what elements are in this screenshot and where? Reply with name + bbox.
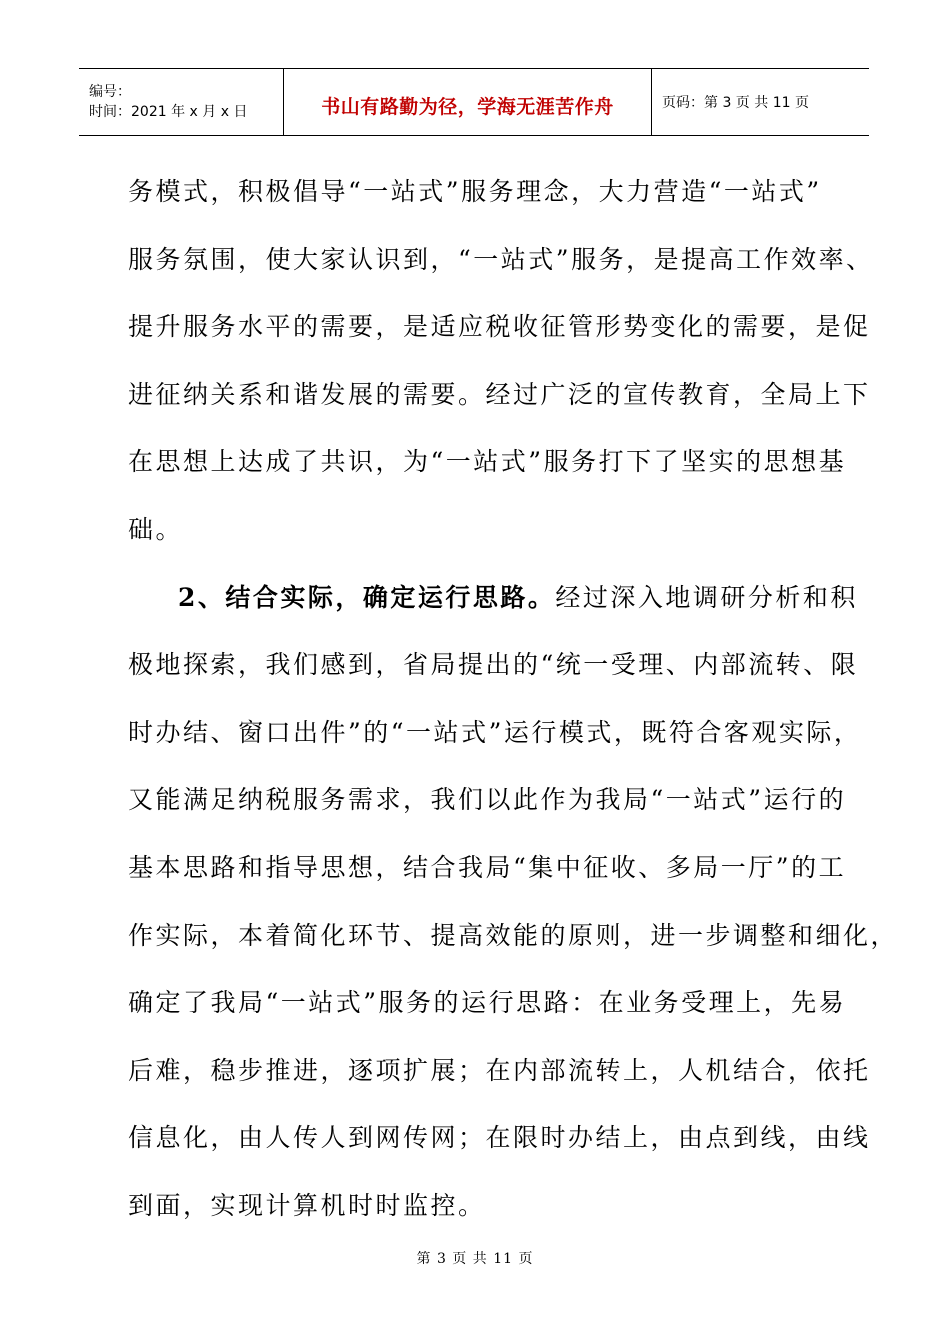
body-line: 后难，稳步推进，逐项扩展；在内部流转上，人机结合，依托 [128, 1055, 871, 1085]
header-page-cell [652, 69, 869, 135]
body-line: 到面，实现计算机时时监控。 [128, 1190, 486, 1220]
body-line: 础。 [128, 514, 184, 544]
body-line: 作实际，本着简化环节、提高效能的原则，进一步调整和细化， [128, 920, 899, 950]
header-meta [79, 69, 283, 135]
body-line: 服务氛围，使大家认识到，“一站式”服务，是提高工作效率、 [128, 244, 874, 274]
document-date: 时间：2021 年 x 月 x 日 [89, 104, 248, 120]
document-body [128, 158, 899, 1240]
body-line: 进征纳关系和谐发展的需要。经过广泛的宣传教育，全局上下 [128, 379, 871, 409]
body-line: 时办结、窗口出件”的“一站式”运行模式，既符合客观实际， [128, 717, 862, 747]
footer-page-number: 第 3 页 共 11 页 [416, 1251, 534, 1267]
header-page-info: 页码：第 3 页 共 11 页 [662, 95, 809, 111]
body-line: 极地探索，我们感到，省局提出的“统一受理、内部流转、限 [128, 650, 859, 680]
body-line: 基本思路和指导思想，结合我局“集中征收、多局一厅”的工 [128, 852, 847, 882]
header-motto-cell [283, 69, 652, 135]
body-line: 在思想上达成了共识，为“一站式”服务打下了坚实的思想基 [128, 447, 847, 477]
document-number-label: 编号： [89, 84, 131, 100]
body-line: 提升服务水平的需要，是适应税收征管形势变化的需要，是促 [128, 312, 871, 342]
body-line: 又能满足纳税服务需求，我们以此作为我局“一站式”运行的 [128, 785, 847, 815]
body-line: 确定了我局“一站式”服务的运行思路：在业务受理上，先易 [128, 988, 847, 1018]
body-line: 务模式，积极倡导“一站式”服务理念，大力营造“一站式” [128, 177, 822, 206]
paragraph-2-heading: 2、结合实际，确定运行思路。 [178, 582, 556, 612]
header-motto: 书山有路勤为径，学海无涯苦作舟 [321, 95, 614, 118]
paragraph-2-first-text: 经过深入地调研分析和积 [555, 582, 858, 612]
paragraph-2-first-line [128, 564, 858, 632]
page-header [79, 68, 869, 136]
page-footer [0, 1248, 950, 1268]
body-line: 信息化，由人传人到网传网；在限时办结上，由点到线，由线 [128, 1123, 871, 1153]
